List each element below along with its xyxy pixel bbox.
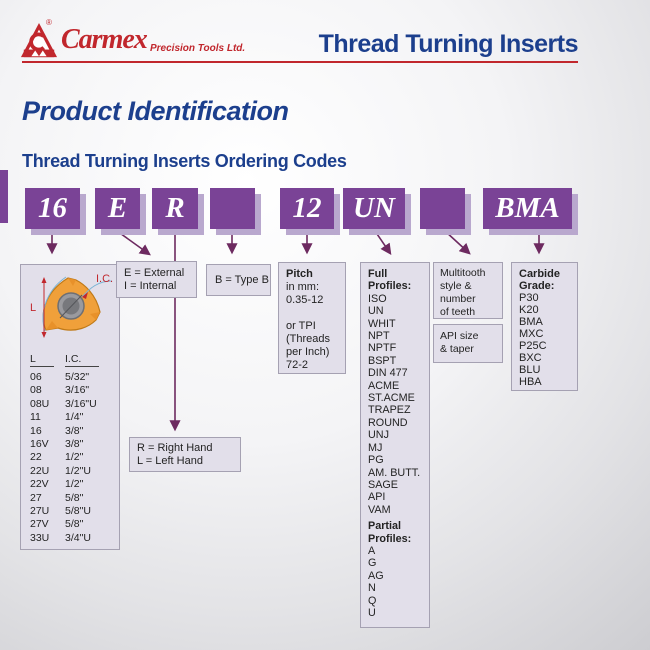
section-title: Product Identification (22, 96, 289, 126)
table-cell: 3/16"U (65, 397, 97, 410)
profile-item: VAM (368, 503, 391, 516)
table-cell: 22U (30, 464, 50, 477)
full-profiles-title-2: Profiles: (368, 280, 412, 293)
carbide-title-2: Grade: (519, 280, 555, 292)
carbide-grades-list (519, 292, 577, 388)
header-divider (22, 61, 578, 63)
multitooth-box (433, 262, 503, 319)
table-cell: 27U (30, 505, 50, 518)
legend-line: style & (440, 280, 472, 292)
table-row (30, 438, 97, 451)
code-text: R (165, 192, 185, 224)
table-cell: 22V (30, 478, 49, 491)
legend-line: of teeth (440, 306, 476, 318)
carmex-logo-icon (20, 22, 58, 60)
profile-item: G (368, 557, 377, 570)
table-header-l: L (30, 353, 54, 367)
legend-line: R = Right Hand (137, 442, 213, 454)
profile-item: UN (368, 305, 384, 318)
code-text: 12 (292, 192, 322, 224)
pitch-lines (286, 281, 345, 372)
code-box-multitooth (420, 188, 465, 229)
table-header-ic: I.C. (65, 353, 99, 367)
grade-item: HBA (519, 376, 542, 388)
grade-item: P30 (519, 292, 539, 304)
table-row (30, 532, 97, 545)
code-box-profile (343, 188, 405, 229)
page-edge-tab (0, 170, 8, 223)
l-dimension-label: L (30, 302, 37, 314)
table-cell: 27 (30, 491, 42, 504)
profile-item: NPT (368, 330, 390, 343)
pitch-line: 0.35-12 (286, 294, 324, 306)
grade-item: P25C (519, 340, 547, 352)
table-row (30, 465, 97, 478)
pitch-line: 72-2 (286, 359, 309, 371)
profile-item: ACME (368, 379, 400, 392)
table-cell: 16 (30, 424, 42, 437)
table-row (30, 505, 97, 518)
code-text: UN (353, 192, 395, 224)
code-box-type (210, 188, 255, 229)
table-cell: 08 (30, 384, 42, 397)
profile-item: NPTF (368, 342, 397, 355)
profile-item: API (368, 491, 386, 504)
code-box-hand (152, 188, 198, 229)
profile-item: SAGE (368, 478, 399, 491)
table-cell: 27V (30, 518, 49, 531)
table-cell: 1/4" (65, 411, 84, 424)
table-cell: 5/8" (65, 518, 84, 531)
section-subtitle: Thread Turning Inserts Ordering Codes (22, 151, 347, 171)
registered-mark: ® (46, 18, 52, 27)
profile-item: TRAPEZ (368, 404, 411, 417)
table-row (30, 478, 97, 491)
pitch-box (278, 262, 346, 374)
external-internal-box (116, 261, 197, 298)
table-cell: 22 (30, 451, 42, 464)
profile-item: MJ (368, 441, 383, 454)
full-profiles-list (368, 293, 429, 516)
profile-item: BSPT (368, 354, 397, 367)
insert-diagram-icon (24, 268, 118, 352)
carbide-grade-box (511, 262, 578, 391)
profile-item: PG (368, 454, 384, 467)
profile-item: AG (368, 569, 384, 582)
profile-item: ST.ACME (368, 392, 415, 405)
table-row (30, 518, 97, 531)
profile-item: ROUND (368, 416, 408, 429)
carbide-title-1: Carbide (519, 268, 560, 280)
type-b-box (206, 264, 271, 296)
profile-item: Q (368, 594, 377, 607)
pitch-line: (Threads (286, 333, 331, 345)
profile-item: UNJ (368, 429, 389, 442)
table-cell: 5/32" (65, 371, 90, 383)
code-box-size (25, 188, 80, 229)
profile-item: WHIT (368, 317, 396, 330)
profile-item: AM. BUTT. (368, 466, 421, 479)
table-cell: 08U (30, 397, 50, 410)
table-cell: 5/8" (65, 491, 84, 504)
code-text: BMA (495, 192, 560, 224)
brand-tagline: Precision Tools Ltd. (150, 43, 246, 54)
table-row (30, 398, 97, 411)
legend-line: L = Left Hand (137, 455, 203, 467)
legend-line: & taper (440, 343, 474, 355)
grade-item: BLU (519, 364, 541, 376)
table-cell: 33U (30, 531, 50, 544)
pitch-title: Pitch (286, 268, 313, 280)
code-box-external (95, 188, 140, 229)
partial-profiles-list (368, 545, 429, 619)
table-cell: 1/2" (65, 478, 84, 491)
brand-name: Carmex (61, 24, 147, 55)
profile-item: U (368, 606, 376, 619)
grade-item: MXC (519, 328, 544, 340)
size-table-body (30, 371, 97, 545)
pitch-line: per Inch) (286, 346, 330, 358)
partial-profiles-title-2: Profiles: (368, 532, 412, 545)
grade-item: BMA (519, 316, 543, 328)
pitch-line: or TPI (286, 320, 316, 332)
table-cell: 3/16" (65, 384, 90, 397)
table-row (30, 371, 97, 384)
ic-dimension-label: I.C. (96, 273, 114, 285)
full-profiles-title-1: Full (368, 268, 388, 280)
grade-item: BXC (519, 352, 542, 364)
table-cell: 06 (30, 371, 42, 383)
code-box-pitch (280, 188, 334, 229)
legend-line: I = Internal (124, 280, 177, 292)
table-row (30, 411, 97, 424)
profile-item: ISO (368, 292, 387, 305)
legend-line: B = Type B (215, 274, 269, 286)
table-cell: 3/8" (65, 424, 84, 437)
table-cell: 3/8" (65, 438, 84, 451)
table-row (30, 425, 97, 438)
pitch-line (286, 307, 345, 320)
legend-line: API size (440, 330, 479, 342)
api-size-box (433, 324, 503, 363)
legend-line: number (440, 293, 476, 305)
legend-line: Multitooth (440, 267, 486, 279)
profiles-box (360, 262, 430, 628)
table-row (30, 492, 97, 505)
table-cell: 3/4"U (65, 531, 91, 544)
table-cell: 5/8"U (65, 505, 91, 518)
pitch-line: in mm: (286, 281, 319, 293)
partial-profiles-title-1: Partial (368, 520, 402, 533)
code-text: E (107, 192, 128, 224)
legend-line: E = External (124, 267, 185, 279)
table-cell: 1/2"U (65, 464, 91, 477)
code-box-grade (483, 188, 572, 229)
table-cell: 11 (30, 411, 41, 424)
profile-item: DIN 477 (368, 367, 408, 380)
size-table-header (30, 353, 99, 367)
table-row (30, 451, 97, 464)
page-header-title: Thread Turning Inserts (318, 30, 578, 58)
table-cell: 16V (30, 438, 49, 451)
code-text: 16 (38, 192, 67, 224)
table-row (30, 384, 97, 397)
table-cell: 1/2" (65, 451, 84, 464)
grade-item: K20 (519, 304, 539, 316)
insert-size-box (20, 264, 120, 550)
profile-item: A (368, 544, 376, 557)
profile-item: N (368, 582, 376, 595)
hand-box (129, 437, 241, 472)
